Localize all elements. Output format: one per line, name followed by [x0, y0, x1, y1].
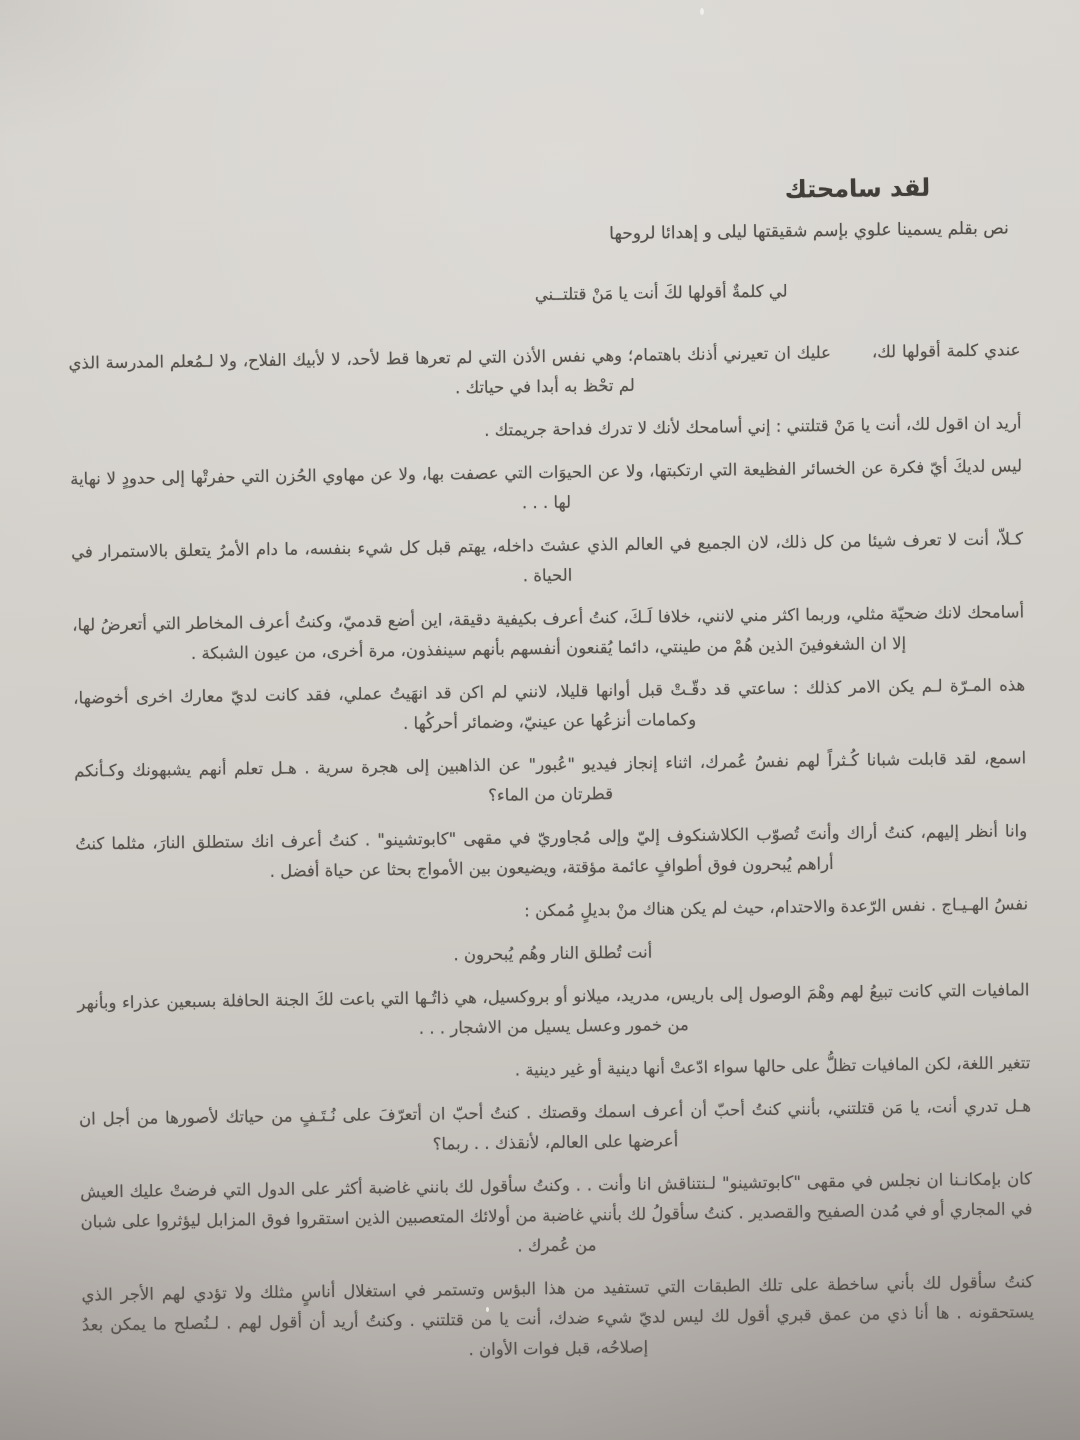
paragraph: كـلاّ، أنت لا تعرف شيئا من كل ذلك، لان الجميع في العالم الذي عشتَ داخله، يهتم قبل كل شيء بنفسه، ما دام الأمرُ يتعلق بالاستمرار في الحياة .	[71, 529, 1024, 586]
opening-line: لي كلمةٌ أقولها لكَ أنت يا مَنْ قتلتــني	[534, 281, 788, 305]
document-body	[68, 335, 1034, 1370]
paragraph: تتغير اللغة، لكن المافيات تظلُّ على حالها سواء ادّعتْ أنها دينية أو غير دينية .	[514, 1053, 1031, 1080]
paragraph: عندي كلمة أقولها لك، عليك ان تعيرني أذنك باهتمام؛ وهي نفس الأذن التي لم تعرها قط لأحد، لا لأبيك الفلاح، ولا لـمُعلم المدرسة الذي لم تحْظ به أبدا في حياتك .	[68, 340, 1021, 398]
paragraph: المافيات التي كانت تبيعُ لهم وهْمَ الوصول إلى باريس، مدريد، ميلانو أو بروكسيل، هي ذاتُـها التي باعت لكَ الجنة الحافلة بسبعين عذراء وبأنهر من خمور وعسل يسيل من الاشجار . . .	[77, 980, 1030, 1038]
document-byline: نص بقلم يسمينا علوي بإسم شقيقتها ليلى و إهدائا لروحها	[609, 218, 1009, 245]
paragraph: كنتُ سأقول لك بأني ساخطة على تلك الطبقات التي تستفيد من هذا البؤس وتستمر في استغلال أناسٍ مثلك ولا تؤدي لهم الأجر الذي يستحقونه . ها أنا ذي من عمق قبري أقول لك ليس لديّ شيء ضدك، أنت يا من قتلتني . وكنتُ أريد أن أقول لهم . لـنُصلح ما يمكن بعدُ إصلاحُه، قبل فوات الأوان .	[81, 1272, 1035, 1360]
document-text-block	[66, 171, 1035, 1383]
paragraph: اسمع، لقد قابلت شبانا كُـثراً لهم نفسُ عُمرك، اثناء إنجاز فيديو "عُبور" عن الذاهبين إلى هجرة سرية . هـل تعلم أنهم يشبهونك وكـأنكم قطرتان من الماء؟	[74, 748, 1027, 805]
paragraph: أسامحك لانك ضحيّة مثلي، وربما اكثر مني لانني، خلافا لَـكَ، كنتُ أعرف بكيفية دقيقة، اين أضع قدميّ، وكنتُ أعرف المخاطر التي أتعرضُ لها، إلا ان الشغوفينَ الذين هُمْ من طينتي، دائما يُقنعون أنفسهم بأنهم سينفذون، مرة أخرى، من عيون الشبكة .	[72, 602, 1025, 663]
paragraph: أنت تُطلق النار وهُم يُبحرون .	[453, 942, 653, 965]
paragraph: كان بإمكانـنا ان نجلس في مقهى "كابوتشينو" لـنتناقش انا وأنت . . وكنتُ سأقول لك بانني غاضبة أكثر على الدول التي فرضتْ عليك العيش في المجاري أو في مُدن الصفيح والقصدير . كنتُ سأقولُ لك بأنني غاضبة من أولائك المتعصبين الذين استقروا فوق المزابل ليؤثروا على شبان من عُمرك .	[79, 1169, 1033, 1256]
paragraph: هـل تدري أنت، يا مَن قتلتني، بأنني كنتُ أحبّ أن أعرف اسمك وقصتك . كنتُ أحبّ ان أتعرّفَ على نُـتَـفٍ من حياتك لأصورها من أجل ان أعرضها على العالم، لأنقذك . . ربما؟	[78, 1096, 1032, 1154]
paragraph: أريد ان اقول لك، أنت يا مَنْ قتلتني : إني أسامحك لأنك لا تدرك فداحة جريمتك .	[484, 413, 1022, 440]
paragraph: هذه المـرّة لـم يكن الامر كذلك : ساعتي قد دقّـتْ قبل أوانها قليلا، لانني لم اكن قد انهَيتُ عملي، فقد كانت لديّ معارك اخرى أخوضها، وكمامات أنزعُها عن عينيّ، وضمائر أحركُها .	[73, 675, 1026, 733]
paper-speck	[700, 8, 704, 15]
paragraph: ليس لديكَ أيّ فكرة عن الخسائر الفظيعة التي ارتكبتها، ولا عن الحيوَات التي عصفت بها، ولا عن مهاوي الحُزن التي حفرتْها إلى حدودٍ لا نهاية لها . . .	[70, 456, 1023, 513]
document-title: لقد سامحتك	[784, 173, 931, 204]
paragraph: وانا أنظر إليهم، كنتُ أراك وأنتَ تُصوّب الكلاشنكوف إليّ وإلى مُجاوريّ في مقهى "كابوتشينو" . كنتُ أعرف انك ستطلق النارَ، مثلما كنتُ أراهم يُبحرون فوق أطوافٍ عائمة مؤقتة، ويضيعون بين الأمواج بحثا عن حياة أفضل .	[75, 821, 1028, 881]
paragraph: نفسُ الهـيـاج . نفس الرّعدة والاحتدام، حيث لم يكن هناك منْ بديلٍ مُمكن :	[524, 894, 1029, 921]
